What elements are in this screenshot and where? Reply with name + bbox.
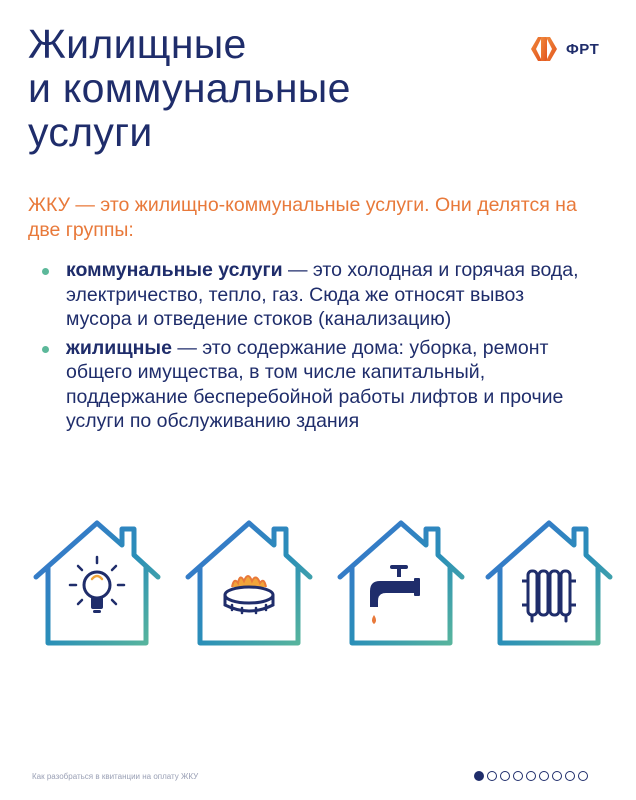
radiator-icon [522,571,576,621]
heating-house-icon [482,515,616,647]
pagination-dot[interactable] [487,771,497,781]
list-item [30,258,590,332]
list-item-term: жилищные [66,336,172,359]
bullet-icon [42,346,49,353]
title-line-3: услуги [28,109,153,155]
water-house-icon [334,515,468,647]
logo-text: ФРТ [566,40,600,58]
pagination-dot[interactable] [526,771,536,781]
logo-mark-icon [528,35,560,63]
title-line-1: Жилищные [28,21,247,67]
footer-caption: Как разобраться в квитанции на оплату ЖКУ [32,772,199,781]
gas-house-icon [182,515,316,647]
pagination-dot[interactable] [578,771,588,781]
title-line-2: и коммунальные [28,65,351,111]
pagination-dot[interactable] [539,771,549,781]
list-item-text: — это содержание дома: уборка, ремонт общего имущества, в том числе капитальный, поддержание бесперебойной работы лифтов и прочие услуги по обслуживанию здания [66,336,564,432]
services-list [30,258,590,438]
gas-burner-icon [225,576,273,613]
pagination-dot[interactable] [552,771,562,781]
pagination-dot[interactable] [565,771,575,781]
pagination-dots [474,771,591,781]
water-tap-icon [370,565,420,624]
lightbulb-house-icon [30,515,164,647]
pagination-dot-active[interactable] [474,771,484,781]
brand-logo [528,35,599,63]
list-item-term: коммунальные услуги [66,259,283,281]
pagination-dot[interactable] [513,771,523,781]
utility-icons-row [0,515,636,655]
list-item-text: — это холодная и горячая вода, электричество, тепло, газ. Сюда же относят вывоз мусора и отведение стоков (канализацию) [66,259,579,330]
list-item [30,336,590,434]
page-title [28,22,488,154]
pagination-dot[interactable] [500,771,510,781]
intro-text: ЖКУ — это жилищно-коммунальные услуги. Они делятся на две группы: [28,194,577,241]
lightbulb-icon [70,557,124,613]
bullet-icon [42,268,49,275]
